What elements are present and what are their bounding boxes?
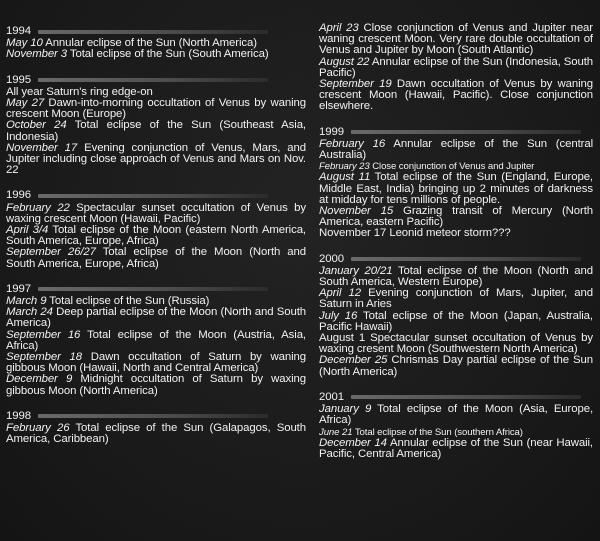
event-description: Total eclipse of the Moon (eastern North America, South America, Europe, Africa) — [6, 224, 306, 248]
event-description: All year Saturn's ring edge-on — [6, 85, 153, 98]
event-list — [6, 423, 306, 445]
year-divider — [38, 414, 268, 418]
event-description: Total eclipse of the Moon (North and South America, Western Europe) — [319, 264, 593, 289]
event-entry — [319, 172, 593, 206]
year-header — [319, 127, 593, 138]
event-description: Total eclipse of the Moon (Japan, Australia, Pacific Hawaii) — [319, 309, 593, 333]
event-entry — [6, 98, 306, 120]
year-header — [6, 284, 306, 295]
event-date: November 3 — [6, 48, 68, 61]
year-label: 1996 — [6, 189, 31, 202]
event-description: November 17 Leonid meteor storm??? — [319, 227, 511, 240]
year-divider — [38, 30, 268, 34]
event-date: March 24 — [6, 306, 53, 319]
event-date: January 9 — [319, 403, 372, 416]
event-date: December 25 — [319, 354, 388, 367]
event-entry — [6, 120, 306, 142]
event-list — [6, 296, 306, 397]
year-label: 1994 — [6, 25, 31, 37]
year-label: 1997 — [6, 282, 31, 295]
event-description: Dawn occultation of Saturn by waning gibbous Moon (Hawaii, North and Central America) — [6, 351, 306, 375]
year-header — [319, 392, 593, 403]
year-header — [319, 254, 593, 265]
event-entry — [319, 355, 593, 377]
year-section — [6, 75, 306, 177]
year-label: 1998 — [6, 409, 31, 422]
event-description: Grazing transit of Mercury (North America, eastern Pacific) — [319, 205, 594, 229]
event-description: Total eclipse of the Sun (South America) — [67, 48, 269, 61]
event-date: September 26/27 — [6, 246, 96, 259]
event-description: Dawn occultation of Venus by waning crescent Moon (Hawaii, Pacific). Close conjunction elsewhere. — [319, 78, 594, 113]
event-description: Total eclipse of the Moon (North and South America, Europe, Africa) — [6, 246, 306, 270]
event-date: February 16 — [319, 137, 386, 150]
event-date: December 9 — [6, 373, 73, 386]
event-entry — [319, 288, 593, 310]
event-list — [319, 404, 593, 460]
event-date: February 26 — [6, 422, 70, 435]
event-entry — [319, 23, 593, 57]
event-entry — [6, 225, 306, 247]
event-date: June 21 — [319, 426, 353, 438]
event-description: Total eclipse of the Moon (Asia, Europe, Africa) — [319, 403, 594, 427]
event-description: Annular eclipse of the Sun (North America) — [42, 37, 257, 50]
event-date: May 27 — [6, 97, 45, 110]
event-date: April 3/4 — [6, 224, 49, 237]
event-description: Total eclipse of the Sun (southern Africa) — [352, 426, 523, 438]
event-description: Annular eclipse of the Sun (central Australia) — [319, 137, 593, 162]
event-date: March 9 — [6, 295, 47, 308]
left-column — [6, 24, 306, 460]
event-description: Close conjunction of Venus and Jupiter — [369, 161, 535, 173]
event-description: Annular eclipse of the Sun (near Hawaii, Pacific, Central America) — [319, 436, 593, 460]
event-date: February 23 — [319, 161, 370, 173]
event-entry — [319, 139, 593, 161]
event-date: September 19 — [319, 78, 392, 91]
event-entry — [319, 57, 593, 79]
event-description: Annular eclipse of the Sun (Indonesia, South Pacific) — [319, 55, 593, 79]
event-date: November 15 — [319, 205, 394, 218]
event-description: Total eclipse of the Moon (Austria, Asia, Africa) — [6, 328, 306, 352]
event-date: August 22 — [319, 55, 370, 68]
year-label: 2000 — [319, 252, 344, 265]
event-description: Dawn-into-morning occultation of Venus by waning crescent Moon (Europe) — [6, 97, 306, 121]
event-entry — [319, 333, 593, 355]
year-divider — [351, 130, 581, 134]
event-description: Evening conjunction of Mars, Jupiter, and Saturn in Aries — [319, 287, 593, 311]
event-entry — [319, 404, 593, 426]
year-header — [6, 75, 306, 86]
event-description: August 1 Spectacular sunset occultation of Venus by waxing cresent Moon (Southwestern North America) — [319, 332, 593, 356]
event-date: November 17 — [6, 141, 78, 154]
event-entry — [6, 203, 306, 225]
event-list — [6, 203, 306, 270]
year-divider — [38, 287, 268, 291]
event-date: February 22 — [6, 201, 70, 214]
event-description: Total eclipse of the Sun (England, Europe, Middle East, India) bringing up 2 minutes of darkness at midday for tens millions of people. — [319, 171, 593, 206]
year-header — [6, 190, 306, 201]
event-list — [319, 23, 593, 113]
event-date: September 16 — [6, 328, 81, 341]
year-section — [319, 127, 593, 240]
event-entry — [6, 374, 306, 396]
event-entry — [6, 352, 306, 374]
event-description: Total eclipse of the Sun (Galapagos, South America, Caribbean) — [6, 422, 306, 446]
event-entry — [319, 206, 593, 228]
year-section — [6, 284, 306, 397]
event-date: August 11 — [319, 171, 371, 184]
year-divider — [38, 194, 268, 198]
event-date: January 20/21 — [319, 264, 393, 277]
event-description: Spectacular sunset occultation of Venus by waxing crescent Moon (Hawaii, Pacific) — [6, 201, 306, 225]
event-date: December 14 — [319, 436, 387, 449]
year-divider — [38, 78, 268, 82]
event-date: April 12 — [319, 287, 361, 300]
year-section — [319, 392, 593, 460]
event-list — [319, 266, 593, 378]
year-section — [6, 190, 306, 269]
event-description: Total eclipse of the Sun (Russia) — [46, 295, 210, 308]
event-date: October 24 — [6, 119, 67, 132]
event-entry — [6, 49, 306, 60]
event-entry — [6, 143, 306, 177]
year-header — [6, 26, 306, 37]
event-entry — [319, 311, 593, 333]
event-entry — [319, 228, 593, 239]
year-header — [6, 411, 306, 422]
event-description: Midnight occultation of Saturn by waxing gibbous Moon (North America) — [6, 373, 306, 397]
event-list — [319, 139, 593, 240]
year-section — [319, 23, 593, 113]
year-label: 1995 — [6, 73, 31, 86]
event-entry — [6, 423, 306, 445]
event-date: September 18 — [6, 351, 83, 364]
right-column — [319, 22, 593, 474]
year-section — [319, 254, 593, 378]
event-entry — [319, 266, 593, 288]
event-description: Close conjunction of Venus and Jupiter near waning crescent Moon. Very rare double occultation of Venus and Jupiter by Moon (South Atlantic) — [319, 22, 593, 57]
event-entry — [319, 438, 593, 460]
year-divider — [351, 395, 581, 399]
year-label: 1999 — [319, 125, 344, 138]
year-section — [6, 26, 306, 61]
event-entry — [6, 330, 306, 352]
year-section — [6, 411, 306, 446]
event-entry — [6, 247, 306, 269]
event-list — [6, 38, 306, 60]
event-description: Deep partial eclipse of the Moon (North and South America) — [6, 306, 306, 330]
event-date: May 10 — [6, 37, 43, 50]
event-date: July 16 — [319, 309, 358, 322]
event-list — [6, 87, 306, 177]
event-date: April 23 — [319, 22, 359, 34]
event-entry — [6, 307, 306, 329]
event-description: Total eclipse of the Sun (Southeast Asia, Indonesia) — [6, 119, 306, 143]
event-entry — [319, 79, 593, 113]
event-description: Evening conjunction of Venus, Mars, and Jupiter including close approach of Venus and Mars on Nov. 22 — [6, 141, 306, 177]
year-label: 2001 — [319, 390, 344, 403]
year-divider — [351, 257, 581, 261]
event-description: Chrismas Day partial eclipse of the Sun (North America) — [319, 354, 593, 378]
